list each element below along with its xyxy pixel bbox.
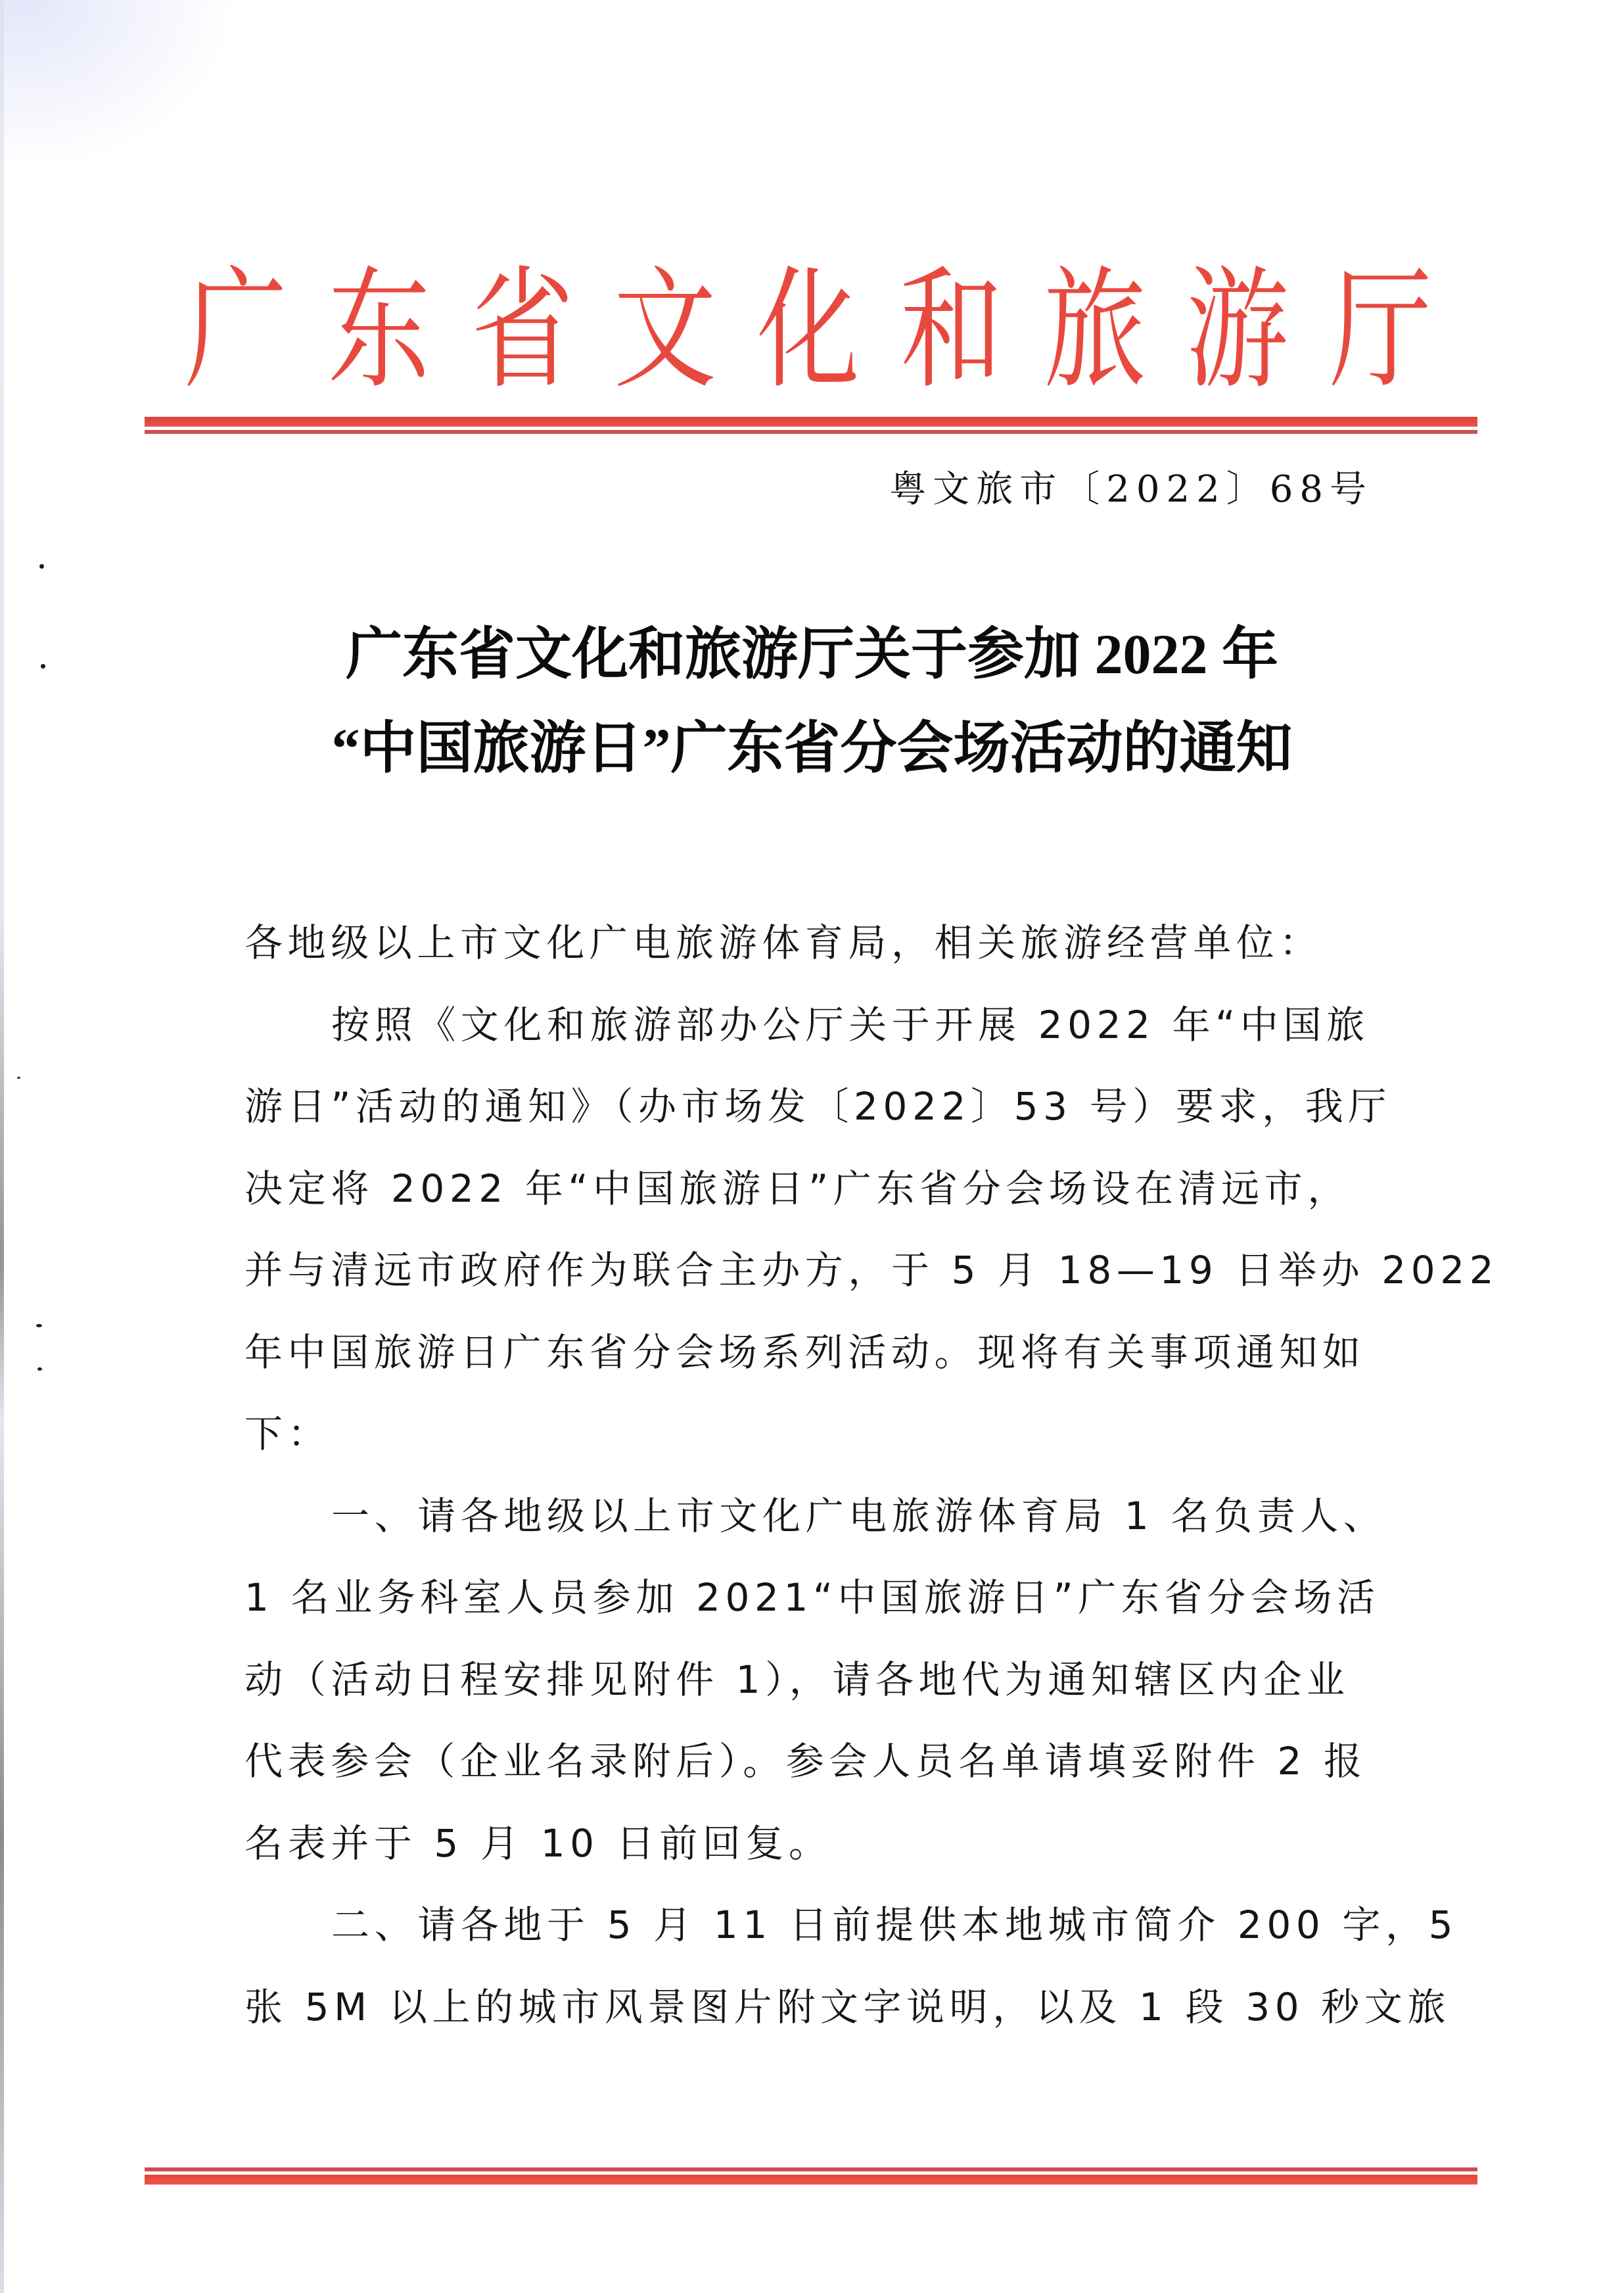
body-line: 并与清远市政府作为联合主办方，于 5 月 18—19 日举办 2022 bbox=[244, 1248, 1499, 1292]
footer-rule-thick bbox=[145, 2175, 1477, 2185]
scan-artifact-tint bbox=[0, 0, 237, 171]
footer-rule-thin bbox=[145, 2167, 1477, 2171]
body-line: 名表并于 5 月 10 日前回复。 bbox=[244, 1820, 832, 1866]
document-title-line-1: 广东省文化和旅游厅关于参加 2022 年 bbox=[346, 623, 1278, 686]
header-rule-thick bbox=[145, 417, 1477, 427]
document-title-line-2: “中国旅游日”广东省分会场活动的通知 bbox=[331, 717, 1293, 780]
org-char: 厅 bbox=[1330, 254, 1433, 407]
body-item-1: 一、请各地级以上市文化广电旅游体育局 1 名负责人、 bbox=[331, 1493, 1387, 1538]
body-line: 游日”活动的通知》（办市场发〔2022〕53 号）要求，我厅 bbox=[244, 1084, 1391, 1129]
document-body bbox=[244, 902, 1499, 2048]
scan-speck bbox=[17, 1077, 20, 1079]
body-line: 年中国旅游日广东省分会场系列活动。现将有关事项通知如 bbox=[244, 1329, 1366, 1375]
scan-speck bbox=[37, 1367, 42, 1371]
body-line: 按照《文化和旅游部办公厅关于开展 2022 年“中国旅 bbox=[331, 1002, 1370, 1047]
scan-left-edge bbox=[0, 0, 4, 2293]
body-line: 决定将 2022 年“中国旅游日”广东省分会场设在清远市， bbox=[244, 1166, 1351, 1211]
body-line: 代表参会（企业名录附后）。参会人员名单请填妥附件 2 报 bbox=[244, 1739, 1367, 1784]
body-item-2: 二、请各地于 5 月 11 日前提供本地城市简介 200 字，5 bbox=[331, 1903, 1458, 1947]
org-char: 旅 bbox=[1043, 254, 1146, 407]
org-char: 广 bbox=[184, 254, 287, 407]
org-char: 化 bbox=[757, 254, 860, 407]
body-line: 张 5M 以上的城市风景图片附文字说明，以及 1 段 30 秒文旅 bbox=[244, 1984, 1451, 2029]
document-number: 粤文旅市〔2022〕68号 bbox=[889, 468, 1373, 511]
scan-speck bbox=[36, 1324, 42, 1327]
scan-speck bbox=[39, 564, 44, 569]
body-line: 下： bbox=[244, 1411, 331, 1456]
body-line: 动（活动日程安排见附件 1），请各地代为通知辖区内企业 bbox=[244, 1657, 1350, 1702]
body-line: 1 名业务科室人员参加 2021“中国旅游日”广东省分会场活 bbox=[244, 1575, 1380, 1620]
org-char: 游 bbox=[1186, 254, 1289, 407]
header-rule-thin bbox=[145, 430, 1477, 434]
body-salutation: 各地级以上市文化广电旅游体育局，相关旅游经营单位： bbox=[244, 920, 1323, 965]
org-char: 和 bbox=[900, 254, 1003, 407]
org-char: 文 bbox=[614, 254, 717, 407]
org-char: 省 bbox=[471, 254, 574, 407]
org-char: 东 bbox=[327, 254, 430, 407]
issuing-organization-header bbox=[164, 255, 1452, 406]
